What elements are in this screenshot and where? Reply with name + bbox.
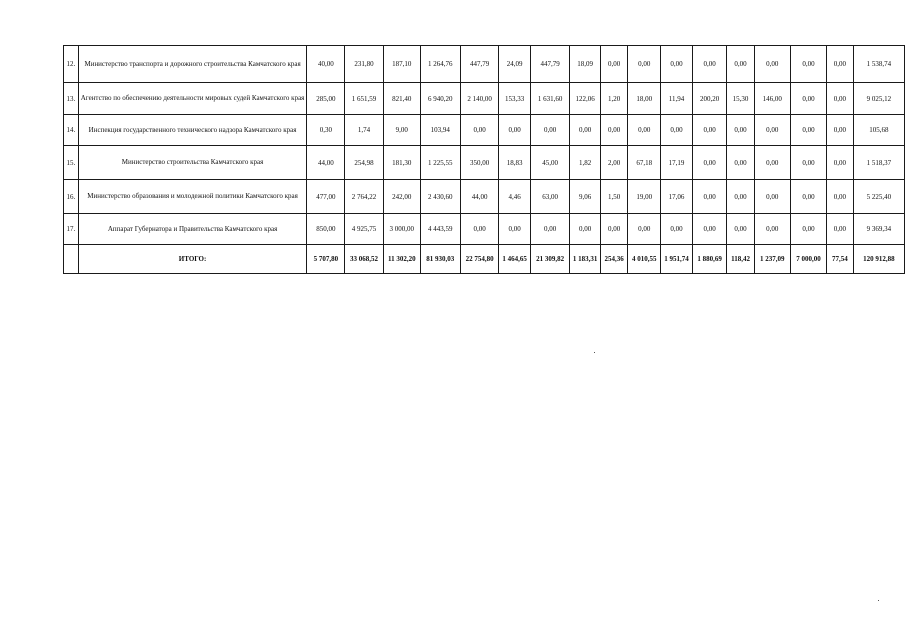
value-cell: 18,00: [628, 83, 661, 115]
value-cell: 0,00: [827, 146, 854, 180]
value-cell: 0,00: [827, 46, 854, 83]
scan-speck: [594, 352, 595, 353]
value-cell: 0,00: [692, 214, 727, 245]
budget-table: [63, 45, 905, 274]
value-cell: 0,00: [827, 83, 854, 115]
value-cell: 2 140,00: [460, 83, 499, 115]
value-cell: 1 631,60: [530, 83, 569, 115]
value-cell: 0,00: [692, 180, 727, 214]
value-cell: 2 430,60: [420, 180, 460, 214]
value-cell: 21 309,82: [530, 245, 569, 274]
organization-name: Министерство строительства Камчатского края: [78, 146, 307, 180]
value-cell: 9 369,34: [853, 214, 904, 245]
table-row: [64, 146, 905, 180]
value-cell: 1 237,09: [754, 245, 790, 274]
value-cell: 2 764,22: [345, 180, 384, 214]
value-cell: 447,79: [460, 46, 499, 83]
value-cell: 285,00: [307, 83, 345, 115]
value-cell: 0,00: [600, 115, 627, 146]
value-cell: 15,30: [727, 83, 754, 115]
value-cell: 4,46: [499, 180, 530, 214]
value-cell: 103,94: [420, 115, 460, 146]
value-cell: 0,00: [754, 214, 790, 245]
value-cell: 40,00: [307, 46, 345, 83]
value-cell: 6 940,20: [420, 83, 460, 115]
value-cell: 0,00: [460, 214, 499, 245]
value-cell: 1 951,74: [661, 245, 692, 274]
value-cell: 67,18: [628, 146, 661, 180]
value-cell: 105,68: [853, 115, 904, 146]
value-cell: 0,00: [790, 180, 826, 214]
value-cell: 1 518,37: [853, 146, 904, 180]
value-cell: 0,00: [827, 214, 854, 245]
organization-name: Министерство образования и молодежной политики Камчатского края: [78, 180, 307, 214]
value-cell: 146,00: [754, 83, 790, 115]
value-cell: 0,00: [692, 115, 727, 146]
value-cell: 0,00: [754, 46, 790, 83]
value-cell: 477,00: [307, 180, 345, 214]
value-cell: 0,00: [790, 146, 826, 180]
value-cell: 0,00: [570, 115, 601, 146]
value-cell: 0,00: [628, 115, 661, 146]
value-cell: 1 183,31: [570, 245, 601, 274]
value-cell: 0,00: [692, 146, 727, 180]
value-cell: 1 225,55: [420, 146, 460, 180]
value-cell: 120 912,88: [853, 245, 904, 274]
value-cell: 0,00: [499, 115, 530, 146]
value-cell: 447,79: [530, 46, 569, 83]
value-cell: 350,00: [460, 146, 499, 180]
value-cell: 181,30: [383, 146, 420, 180]
value-cell: 4 925,75: [345, 214, 384, 245]
value-cell: 4 010,55: [628, 245, 661, 274]
value-cell: 1 538,74: [853, 46, 904, 83]
value-cell: 4 443,59: [420, 214, 460, 245]
table-row: [64, 115, 905, 146]
value-cell: 0,00: [727, 146, 754, 180]
value-cell: 0,00: [727, 180, 754, 214]
value-cell: 63,00: [530, 180, 569, 214]
value-cell: 0,30: [307, 115, 345, 146]
row-number: 17.: [64, 214, 79, 245]
value-cell: 0,00: [790, 83, 826, 115]
value-cell: 0,00: [827, 180, 854, 214]
value-cell: 1,82: [570, 146, 601, 180]
value-cell: 0,00: [530, 214, 569, 245]
value-cell: 33 068,52: [345, 245, 384, 274]
table-row: [64, 180, 905, 214]
value-cell: 81 930,03: [420, 245, 460, 274]
value-cell: 24,09: [499, 46, 530, 83]
value-cell: 187,10: [383, 46, 420, 83]
row-number: 12.: [64, 46, 79, 83]
table-row: [64, 83, 905, 115]
row-number: 13.: [64, 83, 79, 115]
value-cell: 0,00: [661, 214, 692, 245]
row-number: [64, 245, 79, 274]
value-cell: 118,42: [727, 245, 754, 274]
value-cell: 0,00: [754, 115, 790, 146]
table-row: [64, 46, 905, 83]
value-cell: 821,40: [383, 83, 420, 115]
value-cell: 9,00: [383, 115, 420, 146]
value-cell: 0,00: [692, 46, 727, 83]
organization-name: Инспекция государственного технического надзора Камчатского края: [78, 115, 307, 146]
value-cell: 9 025,12: [853, 83, 904, 115]
value-cell: 0,00: [727, 115, 754, 146]
value-cell: 0,00: [827, 115, 854, 146]
value-cell: 77,54: [827, 245, 854, 274]
value-cell: 44,00: [307, 146, 345, 180]
value-cell: 0,00: [727, 46, 754, 83]
row-number: 14.: [64, 115, 79, 146]
value-cell: 1 880,69: [692, 245, 727, 274]
value-cell: 0,00: [754, 180, 790, 214]
value-cell: 5 707,80: [307, 245, 345, 274]
value-cell: 0,00: [628, 214, 661, 245]
value-cell: 0,00: [790, 214, 826, 245]
value-cell: 7 000,00: [790, 245, 826, 274]
value-cell: 0,00: [460, 115, 499, 146]
value-cell: 0,00: [570, 214, 601, 245]
value-cell: 9,06: [570, 180, 601, 214]
value-cell: 44,00: [460, 180, 499, 214]
value-cell: 1,50: [600, 180, 627, 214]
value-cell: 0,00: [754, 146, 790, 180]
value-cell: 11,94: [661, 83, 692, 115]
value-cell: 1,20: [600, 83, 627, 115]
value-cell: 231,80: [345, 46, 384, 83]
row-number: 15.: [64, 146, 79, 180]
value-cell: 1,74: [345, 115, 384, 146]
total-label: ИТОГО:: [78, 245, 307, 274]
value-cell: 1 464,65: [499, 245, 530, 274]
value-cell: 3 000,00: [383, 214, 420, 245]
value-cell: 254,36: [600, 245, 627, 274]
value-cell: 850,00: [307, 214, 345, 245]
value-cell: 17,06: [661, 180, 692, 214]
row-number: 16.: [64, 180, 79, 214]
value-cell: 11 302,20: [383, 245, 420, 274]
value-cell: 19,00: [628, 180, 661, 214]
table-row: [64, 214, 905, 245]
value-cell: 0,00: [790, 46, 826, 83]
value-cell: 122,06: [570, 83, 601, 115]
value-cell: 242,00: [383, 180, 420, 214]
organization-name: Аппарат Губернатора и Правительства Камчатского края: [78, 214, 307, 245]
value-cell: 0,00: [628, 46, 661, 83]
value-cell: 0,00: [600, 214, 627, 245]
organization-name: Министерство транспорта и дорожного строительства Камчатского края: [78, 46, 307, 83]
value-cell: 0,00: [600, 46, 627, 83]
value-cell: 5 225,40: [853, 180, 904, 214]
value-cell: 0,00: [499, 214, 530, 245]
value-cell: 0,00: [790, 115, 826, 146]
scan-speck: [878, 600, 879, 601]
value-cell: 18,09: [570, 46, 601, 83]
value-cell: 0,00: [727, 214, 754, 245]
value-cell: 0,00: [530, 115, 569, 146]
organization-name: Агентство по обеспечению деятельности мировых судей Камчатского края: [78, 83, 307, 115]
value-cell: 200,20: [692, 83, 727, 115]
value-cell: 0,00: [661, 115, 692, 146]
value-cell: 22 754,80: [460, 245, 499, 274]
value-cell: 254,98: [345, 146, 384, 180]
total-row: [64, 245, 905, 274]
value-cell: 0,00: [661, 46, 692, 83]
value-cell: 45,00: [530, 146, 569, 180]
value-cell: 1 651,59: [345, 83, 384, 115]
value-cell: 18,83: [499, 146, 530, 180]
value-cell: 1 264,76: [420, 46, 460, 83]
value-cell: 17,19: [661, 146, 692, 180]
value-cell: 153,33: [499, 83, 530, 115]
value-cell: 2,00: [600, 146, 627, 180]
